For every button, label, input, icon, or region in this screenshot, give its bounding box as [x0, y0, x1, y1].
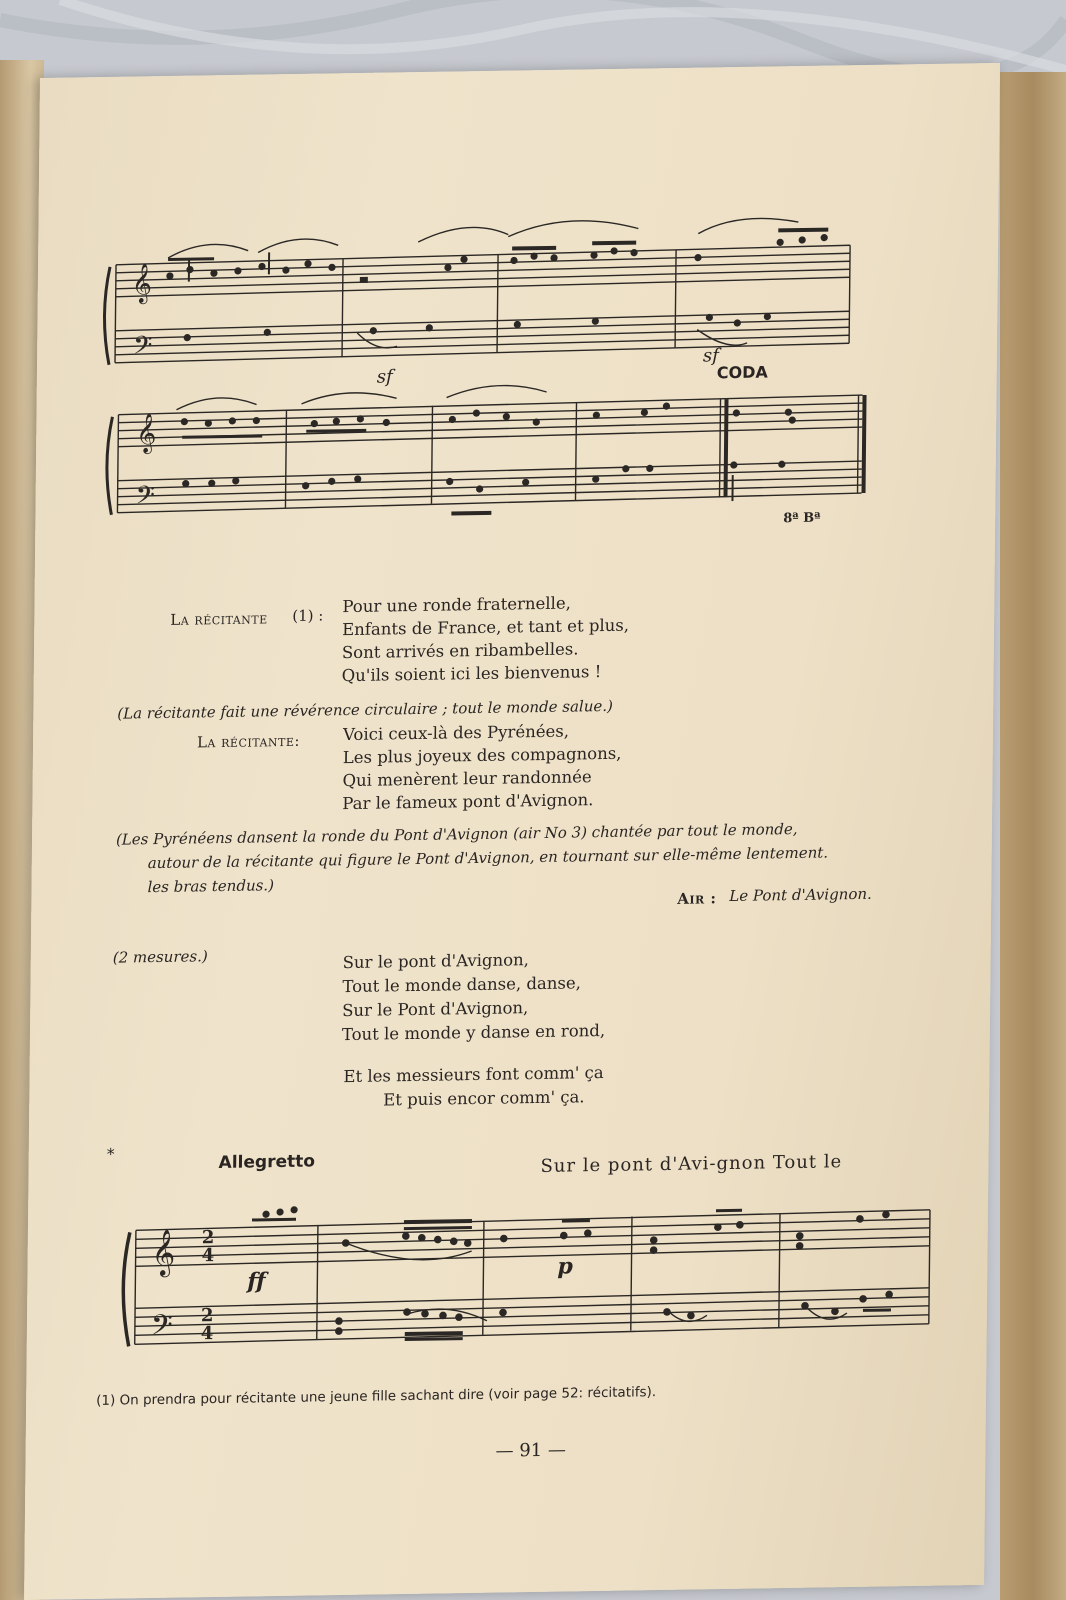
stage-direction-2-line2: autour de la récitante qui figure le Pont d'Avignon, en tournant sur elle-même lentement. — [147, 843, 829, 873]
svg-text:2: 2 — [201, 1227, 215, 1249]
staff-treble-1 — [116, 245, 850, 297]
svg-text:4: 4 — [200, 1323, 214, 1345]
book-cover-edge — [1000, 72, 1066, 1600]
verse2-line2: Les plus joyeux des compagnons, — [342, 743, 622, 768]
verse1-line3: Sont arrivés en ribambelles. — [341, 639, 579, 663]
tempo-marking: Allegretto — [218, 1151, 316, 1174]
song2-line1: Et les messieurs font comm' ça — [343, 1062, 604, 1087]
staff-treble-3 — [136, 1210, 930, 1266]
speaker-label-1: La récitante — [170, 609, 268, 629]
verse2-line4: Par le fameux pont d'Avignon. — [342, 790, 594, 814]
air-label: Air : — [677, 889, 717, 908]
staff-bass-1 — [115, 311, 849, 367]
verse2-line1: Voici ceux-là des Pyrénées, — [342, 721, 570, 745]
svg-text:𝄢: 𝄢 — [150, 1308, 173, 1350]
verse1-line1: Pour une ronde fraternelle, — [342, 593, 571, 617]
verse1-line2: Enfants de France, et tant et plus, — [342, 615, 630, 640]
song-line1: Sur le pont d'Avignon, — [342, 950, 530, 973]
book-page — [24, 63, 1000, 1600]
speaker-label-2: La récitante: — [196, 731, 301, 752]
lyrics-line: Sur le pont d'Avi-gnon Tout le — [540, 1151, 843, 1177]
stage-direction-2-line1: (Les Pyrénéens dansent la ronde du Pont d'Avignon (air No 3) chantée par tout le monde, — [115, 819, 798, 849]
ottava-bassa-label: 8ª Bª — [783, 510, 821, 527]
svg-text:𝄞: 𝄞 — [151, 1229, 176, 1277]
song-line2: Tout le monde danse, danse, — [342, 973, 582, 997]
coda-label: CODA — [716, 362, 768, 383]
stage-direction-1: (La récitante fait une révérence circulaire ; tout le monde salue.) — [117, 696, 614, 723]
speaker-note-1: (1) : — [292, 606, 324, 625]
song-line4: Tout le monde y danse en rond, — [341, 1020, 606, 1045]
dynamic-ff: ff — [247, 1268, 266, 1295]
song-line3: Sur le Pont d'Avignon, — [342, 998, 529, 1021]
svg-text:𝄢: 𝄢 — [132, 331, 153, 367]
asterisk-mark: * — [106, 1144, 115, 1164]
verse2-line3: Qui menèrent leur randonnée — [342, 767, 592, 791]
music-score-top — [35, 63, 1000, 558]
svg-text:2: 2 — [200, 1305, 214, 1327]
stage-direction-2-line3: les bras tendus.) — [147, 876, 275, 897]
verse1-line4: Qu'ils soient ici les bienvenus ! — [341, 662, 602, 686]
footnote: (1) On prendra pour récitante une jeune fille sachant dire (voir page 52: récitatifs). — [96, 1384, 657, 1409]
staff-bass-2 — [117, 461, 861, 513]
measures-note: (2 mesures.) — [112, 947, 208, 967]
svg-text:𝄞: 𝄞 — [136, 413, 157, 454]
air-title: Le Pont d'Avignon. — [729, 884, 872, 906]
dynamic-p: p — [557, 1253, 573, 1280]
svg-text:𝄢: 𝄢 — [135, 481, 156, 517]
page-number: — 91 — — [495, 1439, 567, 1462]
song2-line2: Et puis encor comm' ça. — [383, 1087, 585, 1110]
staff-bass-3 — [135, 1288, 929, 1344]
svg-text:𝄞: 𝄞 — [131, 263, 153, 304]
dynamic-sf-1: sf — [376, 366, 393, 388]
svg-text:4: 4 — [201, 1245, 215, 1267]
dynamic-sf-2: sf — [702, 345, 719, 367]
